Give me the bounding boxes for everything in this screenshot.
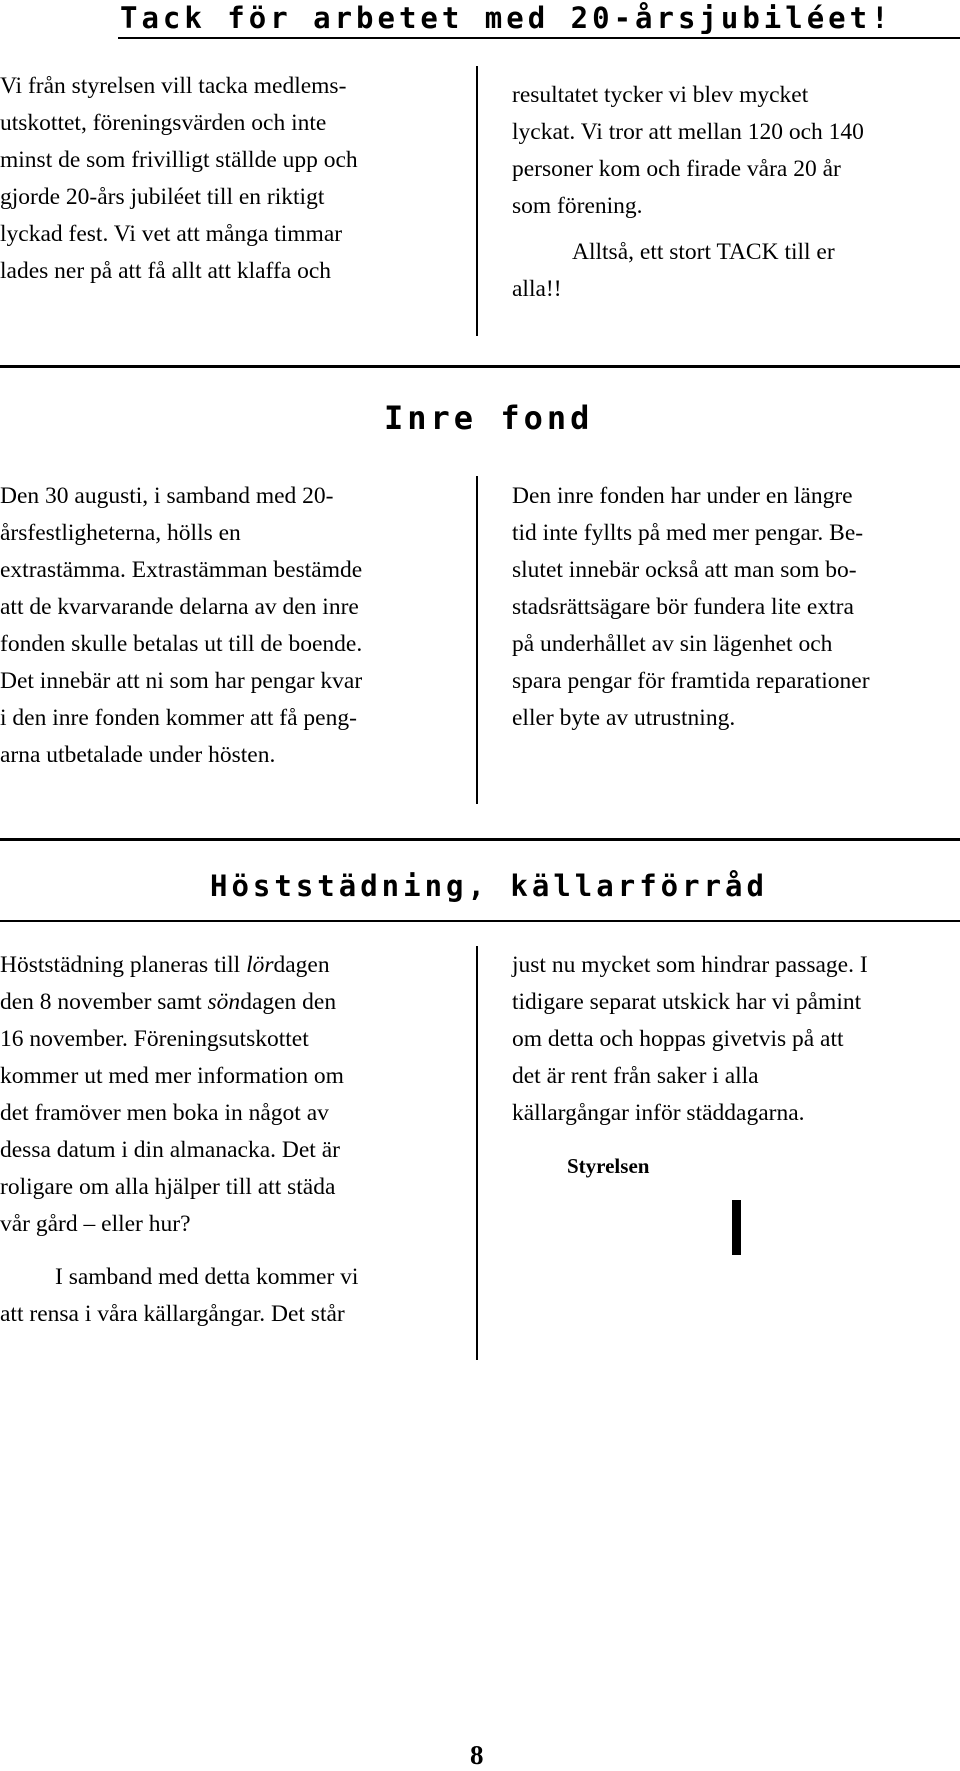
text-line: Den 30 augusti, i samband med 20-	[0, 483, 334, 509]
text-line: arna utbetalade under hösten.	[0, 742, 276, 768]
text-line: minst de som frivilligt ställde upp och	[0, 147, 358, 173]
text-line: extrastämma. Extrastämman bestämde	[0, 557, 363, 583]
text-line: gjorde 20-års jubiléet till en riktigt	[0, 184, 325, 210]
text-line: det framöver men boka in något av	[0, 1100, 329, 1126]
text-line: lades ner på att få allt att klaffa och	[0, 258, 332, 284]
column-divider	[476, 476, 478, 804]
cleaning-right-column	[512, 947, 952, 1132]
text-line: Det innebär att ni som har pengar kvar	[0, 668, 363, 694]
thanks-right-column	[512, 77, 952, 308]
text-line: tidigare separat utskick har vi påmint	[512, 989, 862, 1015]
section-divider	[0, 365, 960, 368]
page-number: 8	[470, 1740, 484, 1770]
text-line: att rensa i våra källargångar. Det står	[0, 1301, 345, 1327]
text-line: fonden skulle betalas ut till de boende.	[0, 631, 363, 657]
text-line: Vi från styrelsen vill tacka medlems-	[0, 73, 347, 99]
text-line: källargångar inför städdagarna.	[512, 1100, 805, 1126]
thanks-left-column	[0, 68, 460, 290]
thanks-heading-underline	[118, 37, 960, 39]
text-line: på underhållet av sin lägenhet och	[512, 631, 833, 657]
text-line: stadsrättsägare bör fundera lite extra	[512, 594, 854, 620]
text-line: Alltså, ett stort TACK till er	[572, 239, 835, 265]
text-line: utskottet, föreningsvärden och inte	[0, 110, 327, 136]
text-line: Höststädning planeras till lördagen	[0, 952, 330, 978]
text-line: roligare om alla hjälper till att städa	[0, 1174, 336, 1200]
thanks-heading: Tack för arbetet med 20-årsjubiléet!	[120, 1, 893, 35]
cleaning-heading: Höststädning, källarförråd	[210, 869, 768, 903]
text-line: slutet innebär också att man som bo-	[512, 557, 857, 583]
cleaning-heading-underline	[0, 920, 960, 922]
text-line: det är rent från saker i alla	[512, 1063, 759, 1089]
inner-fund-heading: Inre fond	[384, 399, 594, 437]
text-line: vår gård – eller hur?	[0, 1211, 191, 1237]
text-line: kommer ut med mer information om	[0, 1063, 344, 1089]
text-line: lyckat. Vi tror att mellan 120 och 140	[512, 119, 864, 145]
text-line: 16 november. Föreningsutskottet	[0, 1026, 309, 1052]
text-line: just nu mycket som hindrar passage. I	[512, 952, 868, 978]
section-divider	[0, 838, 960, 841]
text-line: tid inte fyllts på med mer pengar. Be-	[512, 520, 864, 546]
text-line: spara pengar för framtida reparationer	[512, 668, 870, 694]
text-line: lyckad fest. Vi vet att många timmar	[0, 221, 343, 247]
inner-fund-left-column	[0, 478, 460, 774]
text-line: eller byte av utrustning.	[512, 705, 736, 731]
text-line: I samband med detta kommer vi	[55, 1264, 359, 1290]
text-line: Den inre fonden har under en längre	[512, 483, 853, 509]
text-line: att de kvarvarande delarna av den inre	[0, 594, 359, 620]
signature: Styrelsen	[567, 1154, 650, 1178]
text-line: alla!!	[512, 276, 562, 302]
column-divider	[476, 946, 478, 1360]
text-line: som förening.	[512, 193, 643, 219]
text-line: den 8 november samt söndagen den	[0, 989, 337, 1015]
text-line: personer kom och firade våra 20 år	[512, 156, 841, 182]
text-line: om detta och hoppas givetvis på att	[512, 1026, 844, 1052]
cleaning-left-column	[0, 947, 460, 1333]
column-divider	[476, 66, 478, 336]
text-line: dessa datum i din almanacka. Det är	[0, 1137, 340, 1163]
inner-fund-right-column	[512, 478, 952, 737]
text-line: i den inre fonden kommer att få peng-	[0, 705, 357, 731]
text-line: årsfestligheterna, hölls en	[0, 520, 241, 546]
text-line: resultatet tycker vi blev mycket	[512, 82, 809, 108]
text-cursor-bar	[732, 1200, 741, 1255]
